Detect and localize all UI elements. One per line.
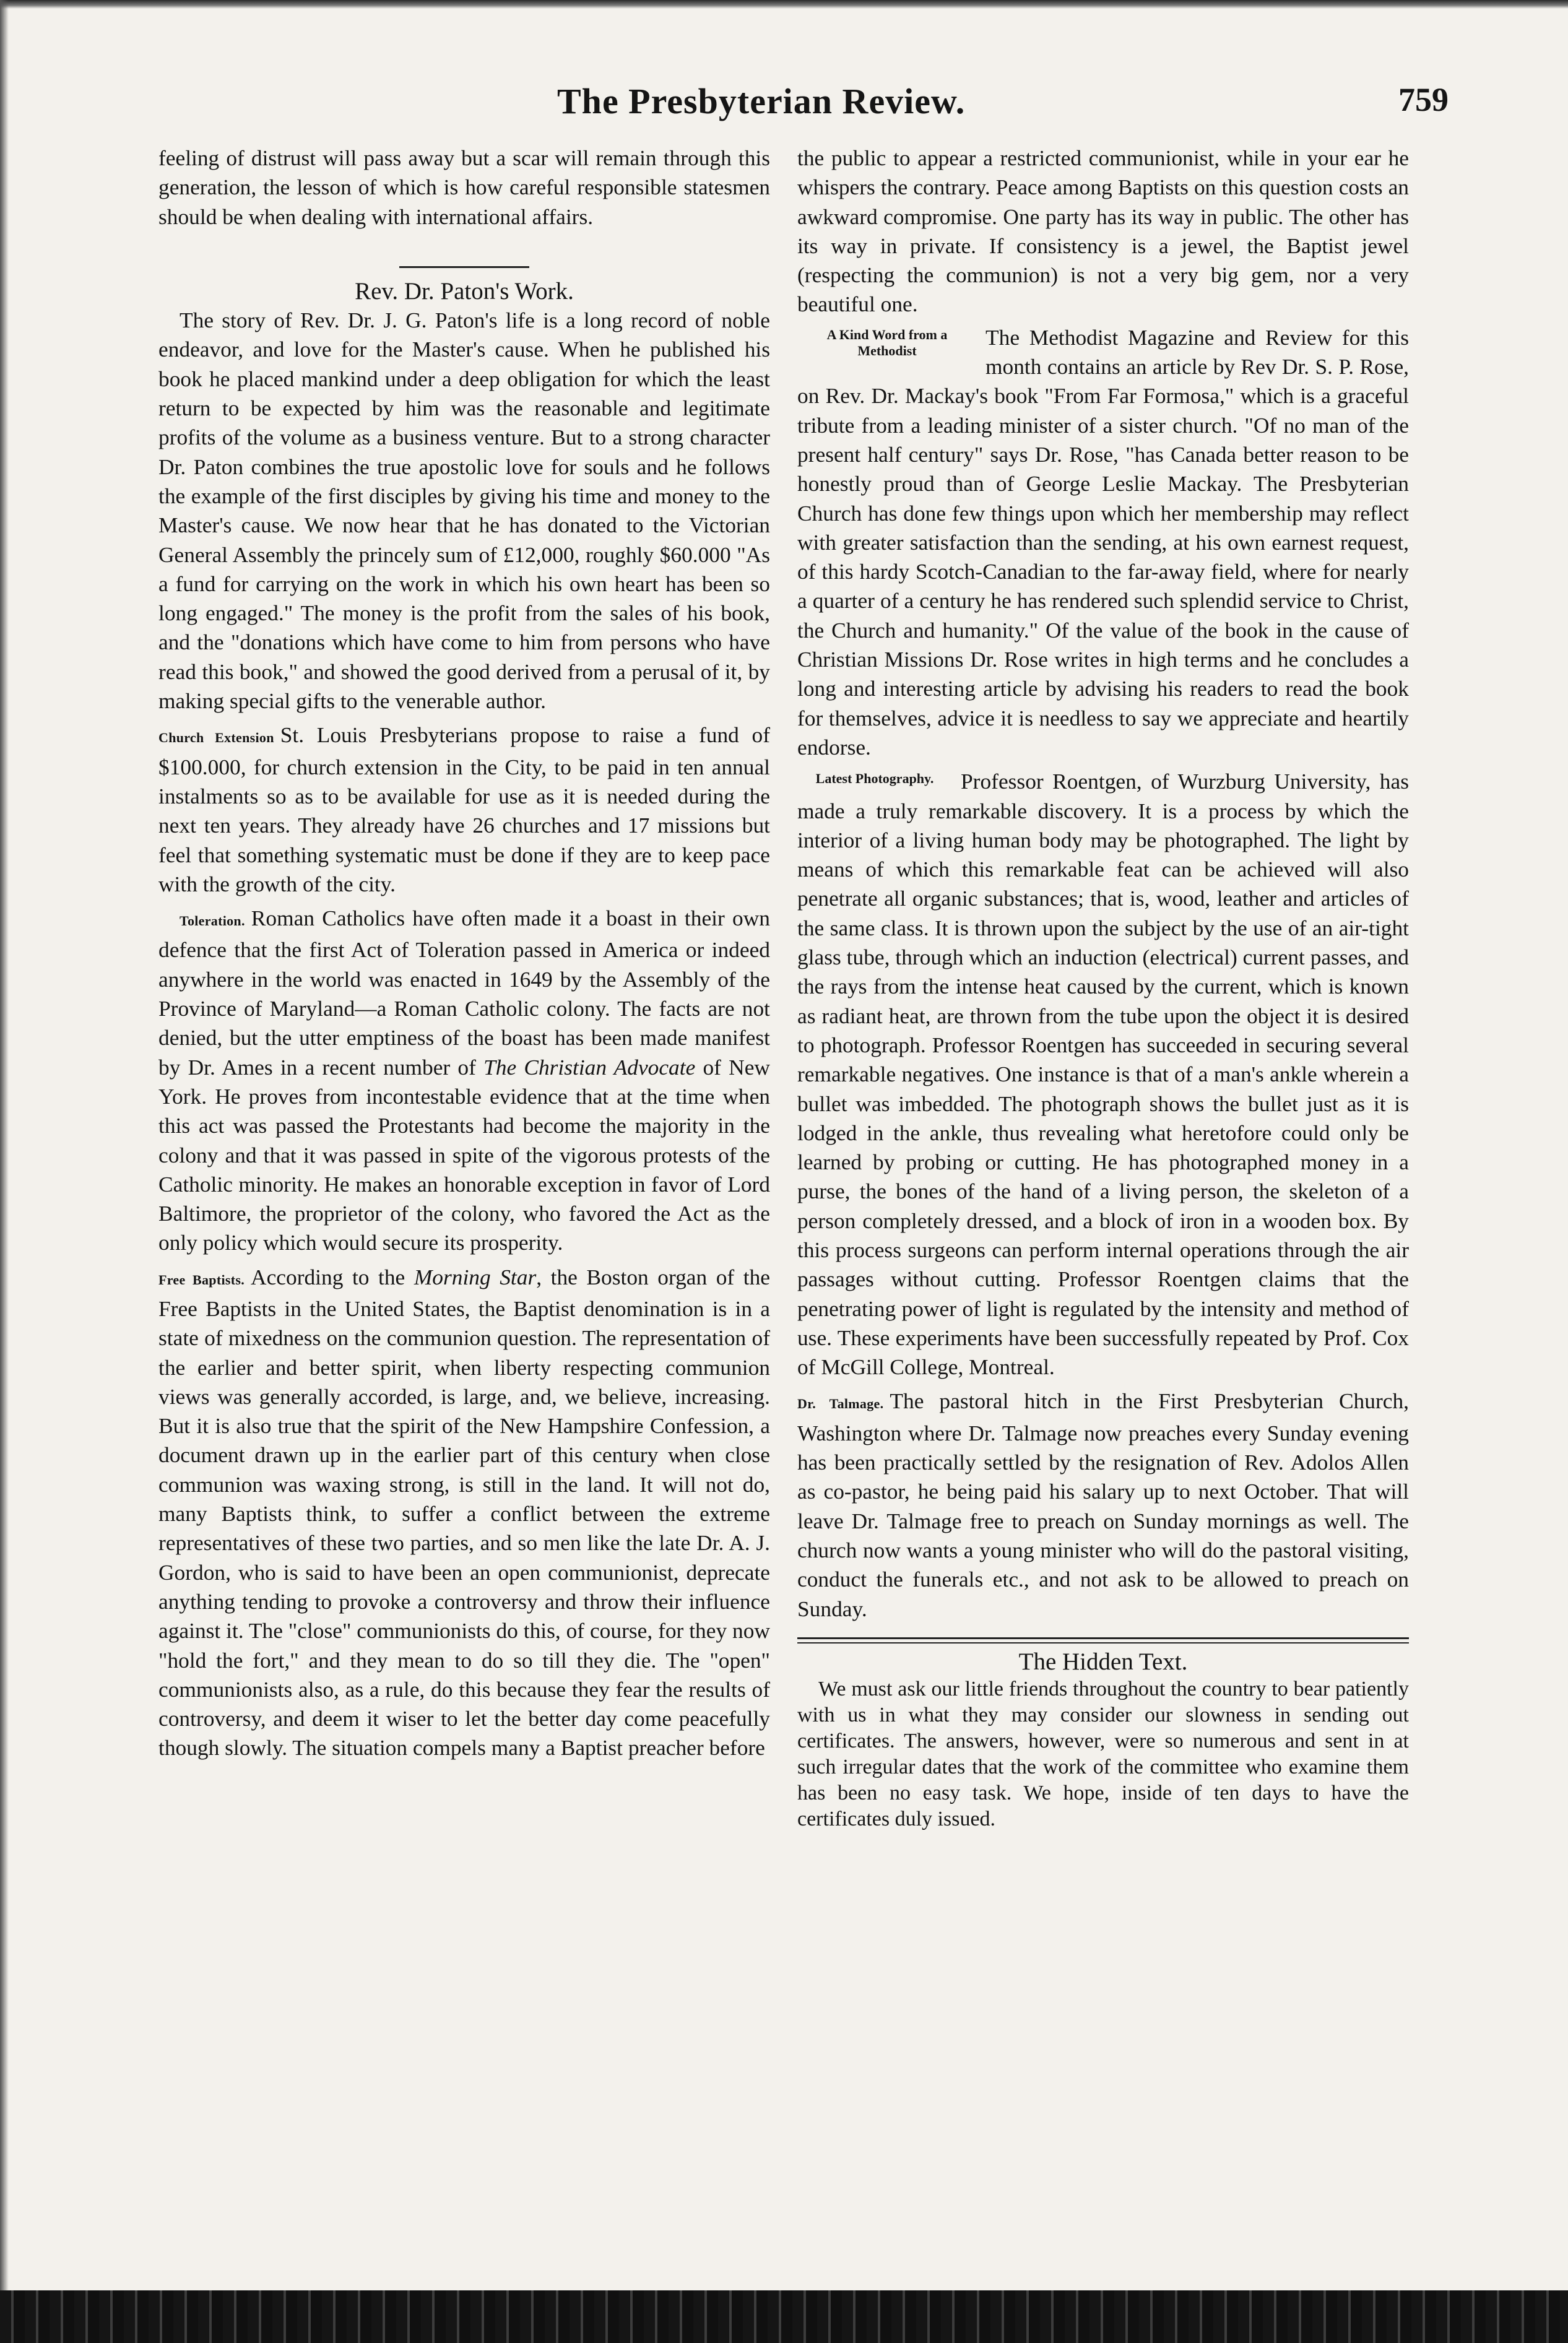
baptists-continued-paragraph: the public to appear a restricted communionist, while in your ear he whispers the contrary. Peace among Baptists on this question costs an awkward compromise. One party has its way in public. The other has its way in private. If consistency is a jewel, the Baptist jewel (respecting the communion) is not a very big gem, nor a very beautiful one. xyxy=(797,145,1409,317)
toleration-label: Toleration. xyxy=(180,913,245,929)
talmage-paragraph xyxy=(797,1387,1409,1623)
toleration-text-1: Roman Catholics have often made it a boast in their own defence that the first Act of Toleration passed in America or indeed anywhere in the world was enacted in 1649 by the Assembly of the Province of Maryland—a Roman Catholic colony. The facts are not denied, but the utter emptiness of the boast has been made manifest by Dr. Ames in a recent number of xyxy=(158,906,770,1080)
methodist-text: The Methodist Magazine and Review for this month contains an article by Rev Dr. S. P. Rose, on Rev. Dr. Mackay's book "From Far Formosa," which is a graceful tribute from a leading minister of a sister church. "Of no man of the present half century" says Dr. Rose, "has Canada better reason to be honestly proud than of George Leslie Mackay. The Presbyterian Church has done few things upon which her membership may reflect with greater satisfaction than the sending, at his own earnest request, of this hardy Scotch-Canadian to the far-away field, where for nearly a quarter of a century he has rendered such splendid service to Christ, the Church and humanity." Of the value of the book in the cause of Christian Missions Dr. Rose writes in high terms and he concludes a long and interesting article by advising his readers to read the book for themselves, advice it is needless to say we appreciate and heartily endorse. xyxy=(797,324,1409,760)
hidden-text-heading: The Hidden Text. xyxy=(1018,1648,1188,1675)
toleration-text-2: of New York. He proves from incontestable evidence that at the time when this act was passed the Protestants had become the majority in the colony and that it was passed in spite of the vigorous protests of the Catholic minority. He makes an honorable exception in favor of Lord Baltimore, the proprietor of the colony, who favored the Act as the only policy which would secure its prosperity. xyxy=(158,1054,770,1255)
free-baptists-paragraph xyxy=(158,1263,770,1763)
page-edge-top xyxy=(0,0,1568,9)
right-column xyxy=(797,144,1409,1832)
page-edge-left xyxy=(0,0,9,2343)
talmage-text: The pastoral hitch in the First Presbyterian Church, Washington where Dr. Talmage now preaches every Sunday evening has been practically settled by the resignation of Rev. Adolos Allen as co-pastor, he being paid his salary up to next October. That will leave Dr. Talmage free to preach on Sunday mornings as well. The church now wants a young minister who will do the pastoral visiting, conduct the funerals etc., and not ask to be allowed to preach on Sunday. xyxy=(797,1388,1409,1621)
page-number: 759 xyxy=(1398,81,1449,118)
church-extension-label: Church Extension xyxy=(158,730,274,746)
church-extension-text: St. Louis Presbyterians propose to raise a fund of $100.000, for church extension in the City, to be paid in ten annual instalments so as to be available for use as it is needed during the next ten years. They already have 26 churches and 17 missions but feel that something systematic must be done if they are to keep pace with the growth of the city. xyxy=(158,722,770,896)
methodist-label: A Kind Word from a Methodist xyxy=(826,326,948,358)
photography-label: Latest Photography. xyxy=(815,771,934,787)
left-column xyxy=(158,144,770,1763)
running-head xyxy=(149,80,1449,130)
hidden-text-paragraph: We must ask our little friends throughout the country to bear patiently with us in what they may consider our slowness in sending out certificates. The answers, however, were so numerous and sent in at such irregular dates that the work of the committee who examine them has been no easy task. We hope, inside of ten days to have the certificates duly issued. xyxy=(797,1678,1409,1831)
free-baptists-label: Free Baptists. xyxy=(158,1271,245,1288)
free-baptists-text-1: According to the xyxy=(251,1264,414,1289)
section-divider xyxy=(399,266,529,268)
photography-paragraph xyxy=(797,767,1409,1382)
paton-heading: Rev. Dr. Paton's Work. xyxy=(355,277,574,305)
church-extension-paragraph xyxy=(158,721,770,899)
paton-paragraph: The story of Rev. Dr. J. G. Paton's life is a long record of noble endeavor, and love for the Master's cause. When he published his book he placed mankind under a deep obligation for which the least return to be expected by him was the reasonable and legitimate profits of the volume as a business venture. But to a strong character Dr. Paton combines the true apostolic love for souls and he follows the example of the first disciples by giving his time and money to the Master's cause. We now hear that he has donated to the Victorian General Assembly the princely sum of £12,000, roughly $60.000 "As a fund for carrying on the work in which his own heart has been so long engaged." The money is the profit from the sales of his book, and the "donations which have come to him from persons who have read this book," and showed the good derived from a perusal of it, by making special gifts to the venerable author. xyxy=(158,308,770,714)
hidden-text-divider xyxy=(797,1637,1409,1644)
continued-paragraph: feeling of distrust will pass away but a scar will remain through this generation, the lesson of which is how careful responsible statesmen should be when dealing with international affairs. xyxy=(158,145,770,229)
talmage-label: Dr. Talmage. xyxy=(797,1396,884,1412)
journal-title: The Presbyterian Review. xyxy=(557,81,966,121)
free-baptists-italic: Morning Star xyxy=(414,1264,537,1289)
free-baptists-text-2: , the Boston organ of the Free Baptists in the United States, the Baptist denomination is in a state of mixedness on the communion question. The representation of the earlier and better spirit, when liberty respecting communion views was generally accorded, is large, and, we believe, increasing. But it is also true that the spirit of the New Hampshire Confession, a document drawn up in the earlier part of this century when close communion was waxing strong, is still in the land. It will not do, many Baptists think, to suffer a conflict between the extreme representatives of these two parties, and so men like the late Dr. A. J. Gordon, who is said to have been an open communionist, deprecate anything tending to provoke a controversy and throw their influence against it. The "close" communionists do this, of course, for they now "hold the fort," and they mean to do so till they die. The "open" communionists also, as a rule, do this because they fear the results of controversy, and deem it wiser to let the better day come peacefully though slowly. The situation compels many a Baptist preacher before xyxy=(158,1264,770,1760)
toleration-italic: The Christian Advocate xyxy=(483,1054,696,1080)
page-edge-bottom xyxy=(0,2290,1568,2343)
toleration-paragraph xyxy=(158,904,770,1258)
methodist-paragraph xyxy=(797,323,1409,762)
photography-text: Professor Roentgen, of Wurzburg University, has made a truly remarkable discovery. It is a process by which the interior of a living human body may be photographed. The light by means of which this remarkable feat can be achieved will also penetrate all organic substances; that is, wood, leather and articles of the same class. It is thrown upon the subject by the use of an air-tight glass tube, through which an induction (electrical) current passes, and the rays from the intense heat caused by the current, which is known as radiant heat, are thrown from the tube upon the object it is desired to photograph. Professor Roentgen has succeeded in securing several remarkable negatives. One instance is that of a man's ankle wherein a bullet was imbedded. The photograph shows the bullet just as it is lodged in the ankle, thus revealing what heretofore could only be learned by probing or cutting. He has photographed money in a purse, the bones of the hand of a living person, the skeleton of a person completely dressed, and a block of iron in a wooden box. By this process surgeons can perform internal operations through the air passages without cutting. Professor Roentgen claims that the penetrating power of light is regulated by the intensity and method of use. These experiments have been successfully repeated by Prof. Cox of McGill College, Montreal. xyxy=(797,769,1409,1380)
